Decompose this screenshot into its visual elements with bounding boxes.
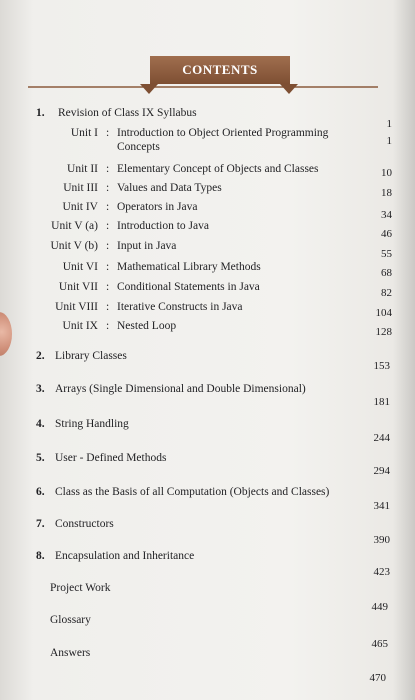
section-title: Glossary [50,614,91,626]
page-number: 104 [375,307,392,319]
chapter-number: 5. [36,452,45,464]
unit-colon: : [106,182,110,194]
page-number: 34 [381,209,392,221]
unit-title: Input in Java [117,240,177,252]
unit-title: Introduction to Java [117,220,209,232]
chapter-number: 4. [36,418,45,430]
page-number: 423 [373,566,390,578]
unit-label: Unit V (a) [51,220,98,232]
page-number: 10 [381,167,392,179]
unit-title: Introduction to Object Oriented Programming [117,127,329,139]
chapter-title: Arrays (Single Dimensional and Double Dimensional) [55,383,306,395]
unit-title: Values and Data Types [117,182,222,194]
chapter-number: 6. [36,486,45,498]
page-number: 449 [371,601,388,613]
page-number: 181 [373,396,390,408]
page-number: 294 [373,465,390,477]
unit-title: Conditional Statements in Java [117,281,260,293]
unit-colon: : [106,240,110,252]
unit-colon: : [106,261,110,273]
unit-title: Operators in Java [117,201,198,213]
page-number: 46 [381,228,392,240]
chapter-number: 3. [36,383,45,395]
unit-colon: : [106,301,110,313]
section-title: Project Work [50,582,111,594]
unit-label: Unit IX [62,320,98,332]
page-number: 1 [386,118,392,130]
unit-title: Elementary Concept of Objects and Classes [117,163,319,175]
unit-colon: : [106,163,110,175]
page-number: 1 [386,135,392,147]
unit-label: Unit V (b) [50,240,98,252]
spine-shadow [393,0,415,700]
chapter-number: 1. [36,107,45,119]
chapter-title: Library Classes [55,350,127,362]
chapter-title: User - Defined Methods [55,452,167,464]
unit-title: Nested Loop [117,320,177,332]
page-number: 244 [373,432,390,444]
unit-label: Unit III [63,182,98,194]
unit-colon: : [106,320,110,332]
page-number: 82 [381,287,392,299]
unit-colon: : [106,281,110,293]
page-number: 470 [369,672,386,684]
page-number: 55 [381,248,392,260]
page-number: 18 [381,187,392,199]
unit-colon: : [106,220,110,232]
unit-label: Unit IV [62,201,98,213]
unit-title-continued: Concepts [117,141,160,153]
page-number: 390 [373,534,390,546]
heading-rule [28,84,378,106]
unit-label: Unit VI [62,261,98,273]
unit-title: Mathematical Library Methods [117,261,261,273]
page-number: 465 [371,638,388,650]
page-number: 341 [373,500,390,512]
unit-title: Iterative Constructs in Java [117,301,243,313]
section-title: Answers [50,647,91,659]
contents-heading: CONTENTS [150,56,290,84]
chapter-number: 8. [36,550,45,562]
page-number: 153 [373,360,390,372]
chapter-number: 7. [36,518,45,530]
unit-colon: : [106,201,110,213]
page-number: 68 [381,267,392,279]
chapter-title: Class as the Basis of all Computation (Objects and Classes) [55,486,330,498]
unit-label: Unit I [70,127,98,139]
page-number: 128 [375,326,392,338]
chapter-title: String Handling [55,418,129,430]
unit-colon: : [106,127,110,139]
chapter-title: Constructors [55,518,114,530]
chapter-title: Revision of Class IX Syllabus [58,107,197,119]
chapter-title: Encapsulation and Inheritance [55,550,195,562]
unit-label: Unit II [67,163,98,175]
unit-label: Unit VII [58,281,98,293]
chapter-number: 2. [36,350,45,362]
finger [0,312,12,356]
unit-label: Unit VIII [55,301,98,313]
